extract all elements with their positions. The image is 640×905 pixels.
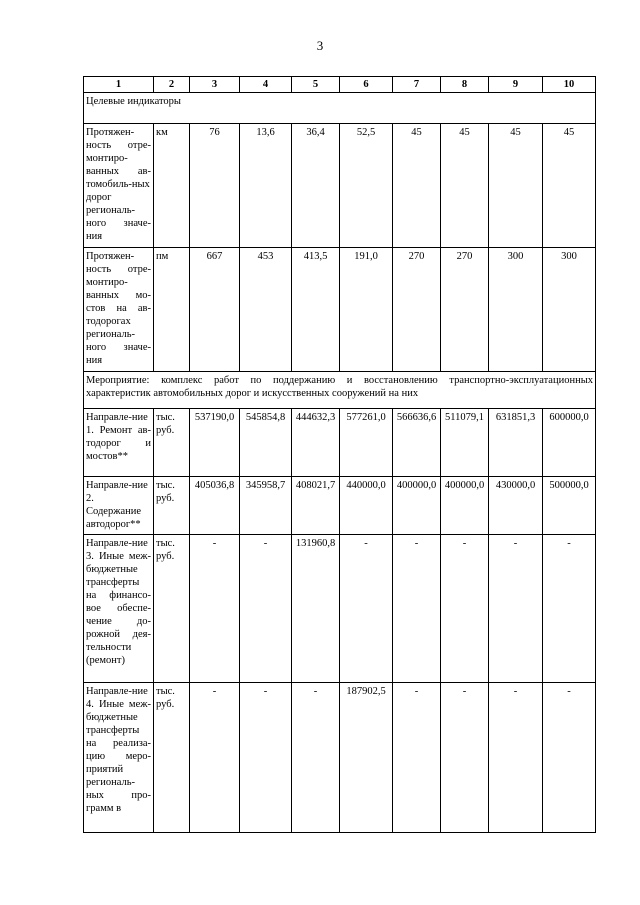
value-cell: 45 (441, 124, 489, 248)
value-cell: 300 (543, 248, 596, 372)
value-cell: - (240, 535, 292, 683)
value-cell: - (441, 683, 489, 833)
value-cell: 408021,7 (292, 477, 340, 535)
section-activity-title: Мероприятие: комплекс работ по поддержанию и восстановлению транспортно-эксплуатационных характеристик автомобильных дорог и искусственных сооружений на них (84, 372, 596, 409)
value-cell: 45 (393, 124, 441, 248)
value-cell: 631851,3 (489, 409, 543, 477)
section-targets-title: Целевые индикаторы (84, 93, 596, 124)
table-row (84, 683, 596, 833)
row-unit: тыс. руб. (154, 683, 190, 833)
value-cell: 444632,3 (292, 409, 340, 477)
row-unit: км (154, 124, 190, 248)
value-cell: - (240, 683, 292, 833)
value-cell: - (489, 535, 543, 683)
value-cell: 400000,0 (441, 477, 489, 535)
value-cell: 405036,8 (190, 477, 240, 535)
value-cell: - (543, 535, 596, 683)
header-cell: 9 (489, 77, 543, 93)
section-row (84, 372, 596, 409)
value-cell: 345958,7 (240, 477, 292, 535)
header-row (84, 77, 596, 93)
value-cell: 270 (441, 248, 489, 372)
table-row (84, 248, 596, 372)
table-row (84, 535, 596, 683)
value-cell: 577261,0 (340, 409, 393, 477)
value-cell: - (489, 683, 543, 833)
value-cell: 400000,0 (393, 477, 441, 535)
value-cell: 600000,0 (543, 409, 596, 477)
table-row (84, 124, 596, 248)
table-row (84, 409, 596, 477)
value-cell: 76 (190, 124, 240, 248)
value-cell: 413,5 (292, 248, 340, 372)
value-cell: 500000,0 (543, 477, 596, 535)
value-cell: 187902,5 (340, 683, 393, 833)
value-cell: 440000,0 (340, 477, 393, 535)
indicators-table (83, 76, 596, 833)
value-cell: 537190,0 (190, 409, 240, 477)
value-cell: - (441, 535, 489, 683)
header-cell: 8 (441, 77, 489, 93)
value-cell: 300 (489, 248, 543, 372)
row-unit: пм (154, 248, 190, 372)
row-name: Направле-ние 3. Иные меж-бюджетные трансферты на финансо-вое обеспе-чение до-рожной дея-тельности (ремонт) (84, 535, 154, 683)
value-cell: 667 (190, 248, 240, 372)
header-cell: 2 (154, 77, 190, 93)
header-cell: 6 (340, 77, 393, 93)
value-cell: 453 (240, 248, 292, 372)
page-number: 3 (316, 38, 324, 53)
header-cell: 1 (84, 77, 154, 93)
value-cell: - (190, 683, 240, 833)
value-cell: 13,6 (240, 124, 292, 248)
header-cell: 3 (190, 77, 240, 93)
value-cell: - (340, 535, 393, 683)
value-cell: - (190, 535, 240, 683)
row-unit: тыс. руб. (154, 535, 190, 683)
value-cell: - (393, 683, 441, 833)
header-cell: 7 (393, 77, 441, 93)
value-cell: 36,4 (292, 124, 340, 248)
value-cell: 270 (393, 248, 441, 372)
row-name: Протяжен-ность отре-монтиро-ванных ав-томобиль-ных дорог региональ-ного значе-ния (84, 124, 154, 248)
header-cell: 5 (292, 77, 340, 93)
activity-body (84, 409, 596, 833)
value-cell: 191,0 (340, 248, 393, 372)
value-cell: 52,5 (340, 124, 393, 248)
header-cell: 10 (543, 77, 596, 93)
value-cell: 430000,0 (489, 477, 543, 535)
targets-body (84, 124, 596, 372)
value-cell: 131960,8 (292, 535, 340, 683)
value-cell: 45 (489, 124, 543, 248)
value-cell: - (543, 683, 596, 833)
value-cell: 566636,6 (393, 409, 441, 477)
value-cell: - (393, 535, 441, 683)
value-cell: 511079,1 (441, 409, 489, 477)
header-cell: 4 (240, 77, 292, 93)
row-name: Направле-ние 1. Ремонт ав-тодорог и мостов** (84, 409, 154, 477)
row-unit: тыс. руб. (154, 409, 190, 477)
row-unit: тыс. руб. (154, 477, 190, 535)
value-cell: - (292, 683, 340, 833)
row-name: Протяжен-ность отре-монтиро-ванных мо-стов на ав-тодорогах региональ-ного значе-ния (84, 248, 154, 372)
table-row (84, 477, 596, 535)
section-row (84, 93, 596, 124)
value-cell: 45 (543, 124, 596, 248)
value-cell: 545854,8 (240, 409, 292, 477)
row-name: Направле-ние 4. Иные меж-бюджетные трансферты на реализа-цию меро-приятий региональ-ных про-грамм в (84, 683, 154, 833)
row-name: Направле-ние 2. Содержание автодорог** (84, 477, 154, 535)
